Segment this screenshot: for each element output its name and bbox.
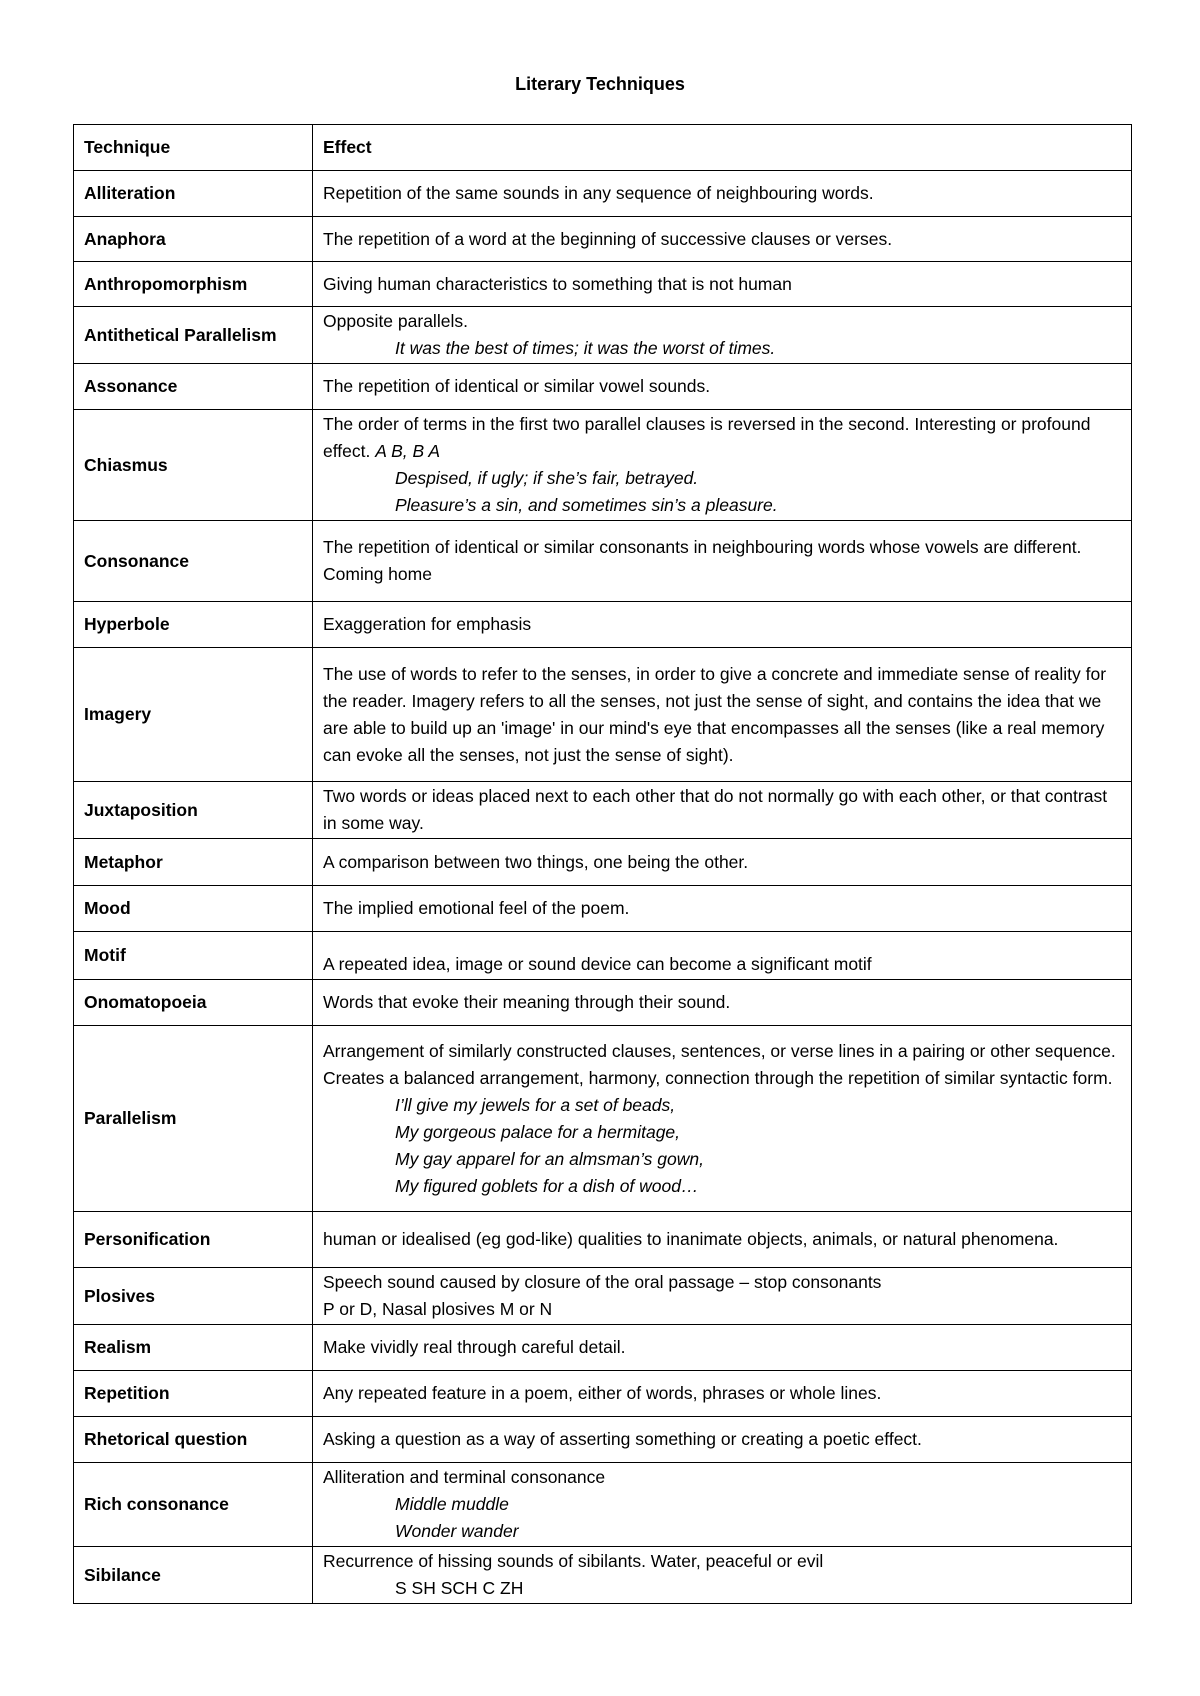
effect-line: Speech sound caused by closure of the oral passage – stop consonants: [323, 1272, 882, 1292]
table-row: [74, 1547, 1132, 1604]
table-row: [74, 307, 1132, 364]
effect-line: The order of terms in the first two parallel clauses is reversed in the second. Interesting or profound effect.: [323, 414, 1091, 461]
effect-line: human or idealised (eg god-like) qualities to inanimate objects, animals, or natural phenomena.: [323, 1229, 1059, 1249]
effect-cell: [313, 932, 1132, 980]
effect-text: [323, 895, 1121, 922]
effect-line: Exaggeration for emphasis: [323, 614, 532, 634]
effect-text: [323, 661, 1121, 769]
table-row: [74, 217, 1132, 262]
effect-cell: [313, 217, 1132, 262]
effect-line: Arrangement of similarly constructed clauses, sentences, or verse lines in a pairing or other sequence. Creates a balanced arrangement, harmony, connection through the repetition of similar syntactic form.: [323, 1040, 1116, 1088]
technique-cell: Sibilance: [74, 1547, 313, 1604]
effect-cell: [313, 1371, 1132, 1417]
technique-cell: Anaphora: [74, 217, 313, 262]
table-row: [74, 1463, 1132, 1547]
table-row: [74, 782, 1132, 839]
technique-cell: Juxtaposition: [74, 782, 313, 839]
effect-line: Two words or ideas placed next to each other that do not normally go with each other, or that contrast in some way.: [323, 786, 1108, 833]
effect-text: [323, 989, 1121, 1016]
technique-cell: Onomatopoeia: [74, 980, 313, 1026]
effect-cell: [313, 364, 1132, 410]
technique-cell: Chiasmus: [74, 410, 313, 521]
table-row: [74, 932, 1132, 980]
effect-text: [323, 373, 1121, 400]
example-line: I’ll give my jewels for a set of beads,: [395, 1094, 676, 1115]
example-line: My gorgeous palace for a hermitage,: [395, 1121, 681, 1142]
header-technique: Technique: [74, 125, 313, 171]
table-row: [74, 648, 1132, 782]
example-line: Pleasure’s a sin, and sometimes sin’s a pleasure.: [395, 495, 778, 515]
effect-line: A repeated idea, image or sound device can become a significant motif: [323, 954, 872, 974]
effect-cell: [313, 410, 1132, 521]
table-row: [74, 1371, 1132, 1417]
example-line: S SH SCH C ZH: [395, 1578, 524, 1598]
effect-cell: [313, 1463, 1132, 1547]
table-row: [74, 1325, 1132, 1371]
technique-cell: Anthropomorphism: [74, 262, 313, 307]
effect-text: [323, 1334, 1121, 1361]
table-row: [74, 980, 1132, 1026]
table-row: [74, 886, 1132, 932]
effect-cell: [313, 782, 1132, 839]
effect-cell: [313, 1417, 1132, 1463]
effect-line: Any repeated feature in a poem, either of words, phrases or whole lines.: [323, 1383, 882, 1403]
effect-text: [323, 1296, 1121, 1323]
table-header-row: [74, 125, 1132, 171]
effect-cell: [313, 1325, 1132, 1371]
effect-cell: [313, 648, 1132, 782]
effect-text: [323, 849, 1121, 876]
technique-cell: Motif: [74, 932, 313, 980]
effect-cell: [313, 886, 1132, 932]
effect-cell: [313, 307, 1132, 364]
effect-line: Giving human characteristics to something that is not human: [323, 273, 792, 294]
table-row: [74, 262, 1132, 307]
effect-line: P or D, Nasal plosives M or N: [323, 1299, 553, 1319]
effect-text: [323, 1226, 1121, 1253]
technique-cell: Mood: [74, 886, 313, 932]
effect-line: Words that evoke their meaning through their sound.: [323, 992, 731, 1012]
technique-cell: Hyperbole: [74, 602, 313, 648]
effect-text: [323, 308, 1121, 335]
effect-text: [323, 561, 1121, 588]
effect-text: [323, 226, 1121, 253]
effect-line: The use of words to refer to the senses, in order to give a concrete and immediate sense of reality for the reader. Imagery refers to all the senses, not just the sense of sight, and contains the idea that we are able to build up an 'image' in our mind's eye that encompasses all the senses (like a real memory can evoke all the senses, not just the sense of sight).: [323, 663, 1107, 765]
effect-line: The implied emotional feel of the poem.: [323, 898, 630, 918]
effect-cell: [313, 1026, 1132, 1212]
table-row: [74, 171, 1132, 217]
table-row: [74, 839, 1132, 886]
effect-line: Asking a question as a way of asserting something or creating a poetic effect.: [323, 1429, 922, 1449]
effect-line: Alliteration and terminal consonance: [323, 1467, 606, 1487]
table-row: [74, 364, 1132, 410]
technique-cell: Consonance: [74, 521, 313, 602]
technique-cell: Alliteration: [74, 171, 313, 217]
effect-text: [323, 534, 1121, 561]
effect-cell: [313, 521, 1132, 602]
effect-text: [323, 1038, 1121, 1092]
example-line: Middle muddle: [395, 1494, 509, 1514]
example-line: Wonder wander: [395, 1521, 519, 1541]
effect-line: Make vividly real through careful detail.: [323, 1337, 626, 1357]
technique-cell: Plosives: [74, 1268, 313, 1325]
effect-cell: [313, 171, 1132, 217]
effect-cell: [313, 980, 1132, 1026]
effect-inline-example: A B, B A: [375, 441, 441, 461]
technique-cell: Rich consonance: [74, 1463, 313, 1547]
effect-text: [323, 1548, 1121, 1575]
table-row: [74, 1026, 1132, 1212]
technique-cell: Repetition: [74, 1371, 313, 1417]
header-effect: Effect: [313, 125, 1132, 171]
effect-cell: [313, 839, 1132, 886]
effect-text: [323, 1269, 1121, 1296]
effect-text: [323, 1464, 1121, 1491]
technique-cell: Antithetical Parallelism: [74, 307, 313, 364]
page-title: Literary Techniques: [515, 74, 685, 94]
effect-text: [323, 783, 1121, 837]
effect-line: Recurrence of hissing sounds of sibilants. Water, peaceful or evil: [323, 1551, 824, 1571]
effect-line: Repetition of the same sounds in any sequence of neighbouring words.: [323, 183, 874, 203]
effect-line: The repetition of identical or similar vowel sounds.: [323, 376, 711, 396]
effect-cell: [313, 1268, 1132, 1325]
effect-cell: [313, 1212, 1132, 1268]
example-line: It was the best of times; it was the worst of times.: [395, 338, 776, 358]
technique-cell: Realism: [74, 1325, 313, 1371]
table-row: [74, 410, 1132, 521]
effect-text: [323, 180, 1121, 207]
example-line: Despised, if ugly; if she’s fair, betrayed.: [395, 468, 699, 488]
effect-text: [323, 271, 1121, 298]
example-line: My gay apparel for an almsman’s gown,: [395, 1148, 704, 1169]
technique-cell: Metaphor: [74, 839, 313, 886]
table-row: [74, 1268, 1132, 1325]
effect-cell: [313, 262, 1132, 307]
technique-cell: Personification: [74, 1212, 313, 1268]
effect-line: The repetition of identical or similar consonants in neighbouring words whose vowels are different.: [323, 537, 1082, 557]
effect-text: [323, 411, 1121, 465]
effect-line: The repetition of a word at the beginning of successive clauses or verses.: [323, 228, 893, 249]
effect-line: Opposite parallels.: [323, 311, 468, 331]
effect-line: Coming home: [323, 564, 432, 584]
table-row: [74, 602, 1132, 648]
technique-cell: Parallelism: [74, 1026, 313, 1212]
technique-cell: Imagery: [74, 648, 313, 782]
effect-text: [323, 951, 1121, 978]
example-line: My figured goblets for a dish of wood…: [395, 1175, 699, 1196]
technique-cell: Assonance: [74, 364, 313, 410]
effect-text: [323, 611, 1121, 638]
table-row: [74, 1417, 1132, 1463]
effect-text: [323, 1426, 1121, 1453]
effect-cell: [313, 602, 1132, 648]
effect-cell: [313, 1547, 1132, 1604]
table-row: [74, 1212, 1132, 1268]
techniques-table: [73, 124, 1132, 1604]
table-row: [74, 521, 1132, 602]
technique-cell: Rhetorical question: [74, 1417, 313, 1463]
effect-line: A comparison between two things, one being the other.: [323, 851, 749, 872]
effect-text: [323, 1380, 1121, 1407]
